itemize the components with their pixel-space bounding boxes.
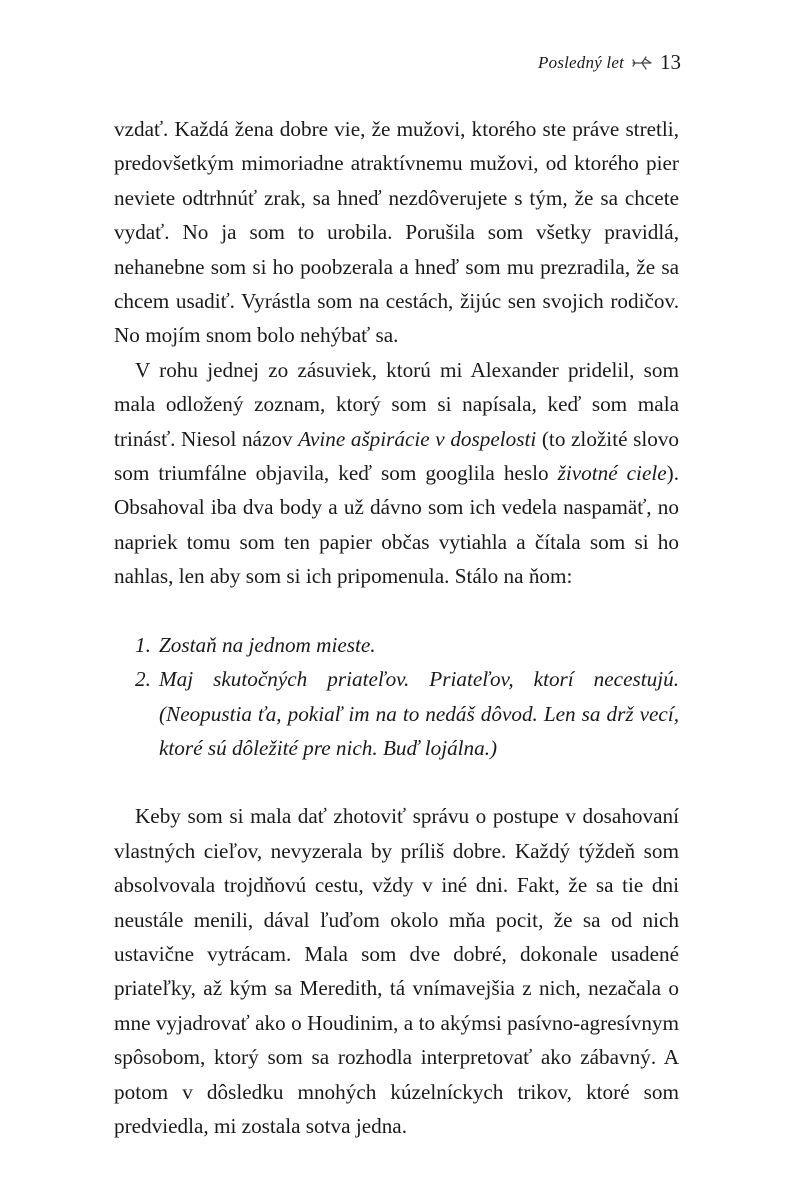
list-item bbox=[114, 662, 679, 765]
aspirations-list bbox=[114, 628, 679, 766]
airplane-icon bbox=[632, 56, 652, 70]
paragraph-3: Keby som si mala dať zhotoviť správu o postupe v dosahovaní vlastných cieľov, nevyzerala by príliš dobre. Každý týždeň som absolvovala trojdňovú cestu, vždy v iné dni. Fakt, že sa tie dni neustále menili, dával ľuďom okolo mňa pocit, že sa od nich ustavične vytrácam. Mala som dve dobré, dokonale usadené priateľky, až kým sa Meredith, tá vnímavejšia z nich, nezačala o mne vyjadrovať ako o Houdinim, a to akýmsi pasívno-agresívnym spôsobom, ktorý som sa rozhodla interpretovať ako zábavný. A potom v dôsledku mnohých kúzelníckych trikov, ktoré som predviedla, mi zostala sotva jedna. bbox=[114, 804, 679, 1138]
list-item-text: Maj skutočných priateľov. Priateľov, ktorí necestujú. (Neopustia ťa, pokiaľ im na to nedáš dôvod. Len sa drž vecí, ktoré sú dôležité pre nich. Buď lojálna.) bbox=[159, 667, 679, 760]
list-item-text: Zostaň na jednom mieste. bbox=[159, 632, 376, 657]
list-item-number: 1. bbox=[135, 632, 151, 657]
spacer bbox=[114, 765, 679, 799]
list-title: Avine ašpirácie v dospelosti bbox=[298, 426, 537, 451]
paragraph-2 bbox=[114, 353, 679, 594]
running-title: Posledný let bbox=[538, 52, 624, 72]
paragraph-1: vzdať. Každá žena dobre vie, že mužovi, ktorého ste práve stretli, predovšetkým mimoriadne atraktívnemu mužovi, od ktorého pier neviete odtrhnúť zrak, sa hneď nezdôverujete s tým, že sa chcete vydať. No ja som to urobila. Porušila som všetky pravidlá, nehanebne som si ho poobzerala a hneď som mu prezradila, že sa chcem usadiť. Vyrástla som na cestách, žijúc sen svojich rodičov. No mojím snom bolo nehýbať sa. bbox=[114, 117, 679, 348]
list-item-number: 2. bbox=[135, 667, 151, 692]
paragraph-2-part-1: V rohu jednej zo zásuviek, ktorú mi Alexander pridelil, som mala odložený zoznam, ktorý som si napísala, keď som mala trinásť. Niesol názov bbox=[114, 357, 679, 451]
list-item bbox=[114, 628, 679, 662]
paragraph-2-part-3: ). Obsahoval iba dva body a už dávno som ich vedela naspamäť, no napriek tomu som ten papier občas vytiahla a čítala som si ho nahlas, len aby som si ich pripomenula. Stálo na ňom: bbox=[114, 461, 679, 589]
page-number: 13 bbox=[660, 50, 681, 74]
paragraph-2-part-2: (to zložité slovo som triumfálne objavila, keď som googlila heslo bbox=[114, 426, 680, 486]
body-text bbox=[114, 112, 679, 1143]
search-term: životné ciele bbox=[557, 461, 667, 486]
page-header bbox=[538, 50, 681, 75]
spacer bbox=[114, 594, 679, 628]
